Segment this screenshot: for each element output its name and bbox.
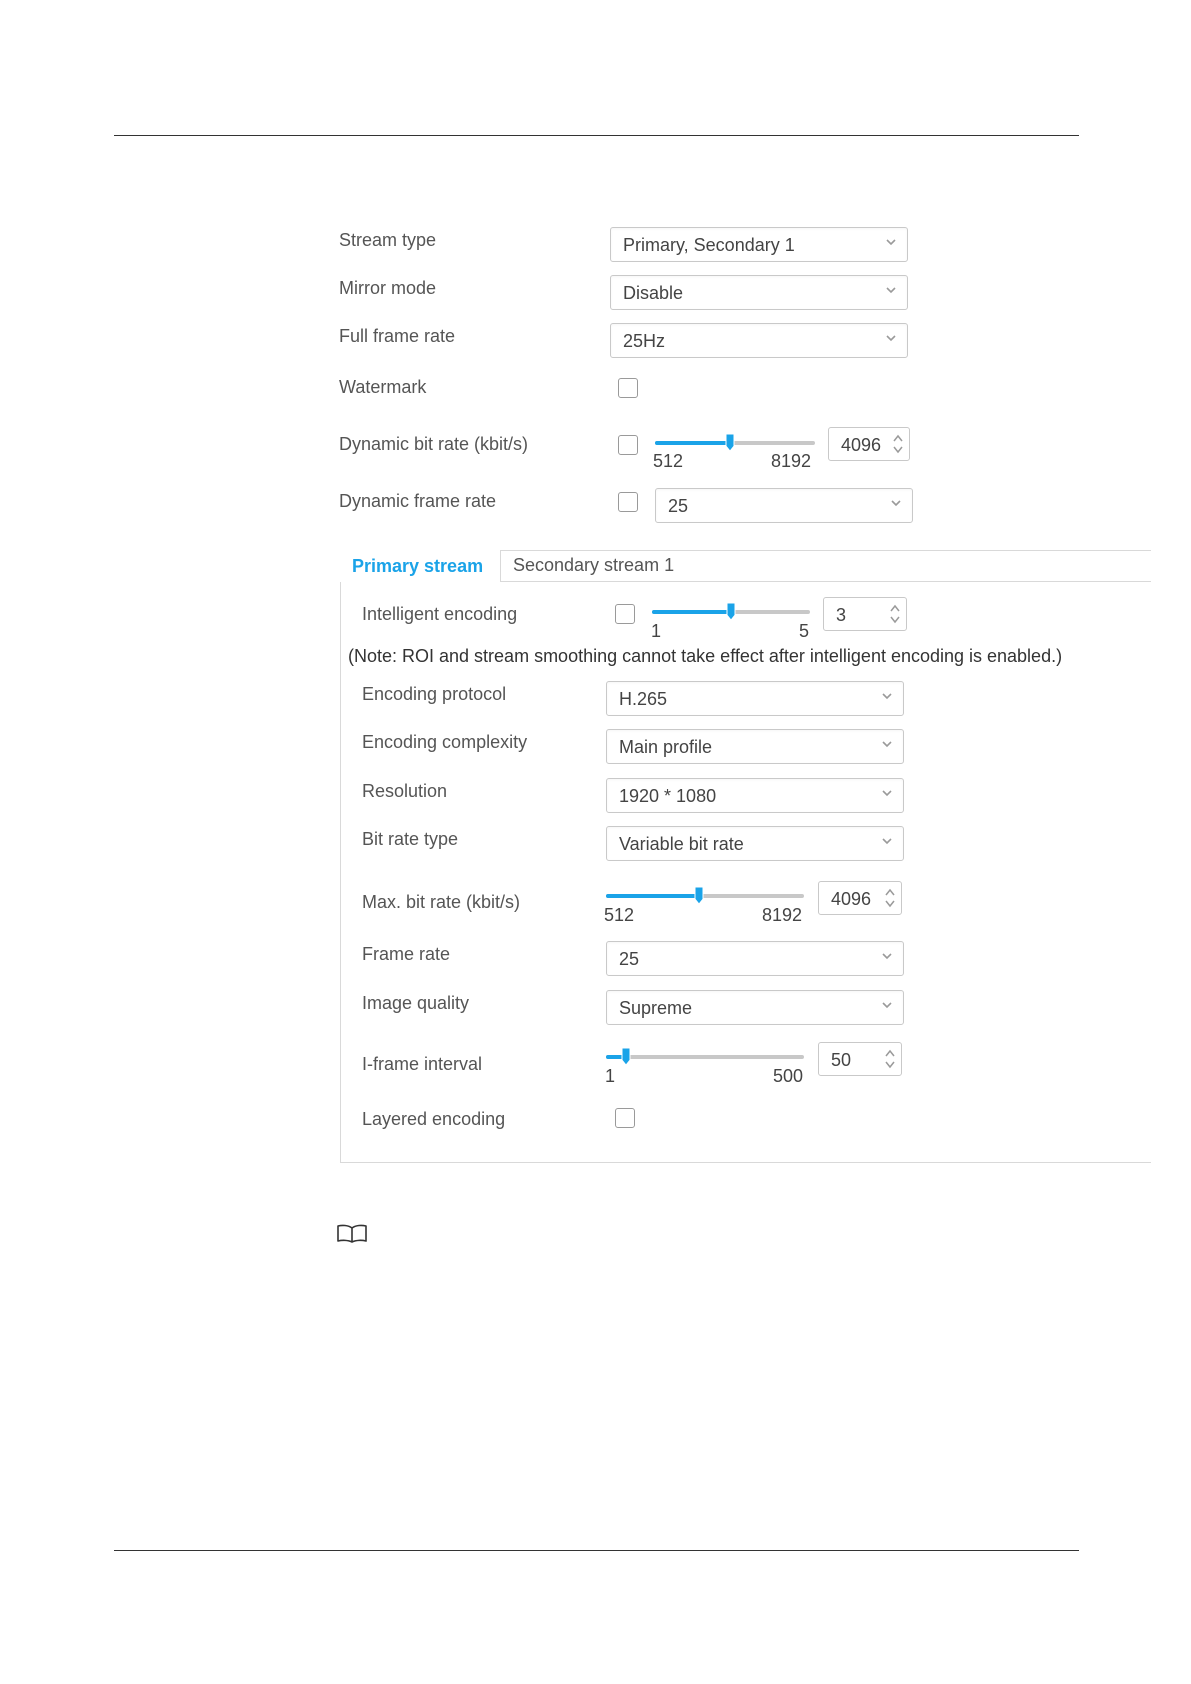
intelligent-encoding-min: 1 [651,621,662,641]
tab-secondary-stream-1-label: Secondary stream 1 [513,555,675,575]
intelligent-encoding-label: Intelligent encoding [362,604,518,624]
full-frame-rate-select[interactable] [610,323,908,358]
resolution-select[interactable] [606,778,904,813]
intelligent-encoding-checkbox[interactable] [615,604,635,624]
dynamic-bit-rate-spinner[interactable] [828,427,910,461]
i-frame-interval-spinner[interactable] [818,1042,902,1076]
chevron-down-icon [881,999,893,1011]
full-frame-rate-label: Full frame rate [339,326,456,346]
slider-thumb[interactable] [726,602,736,621]
bit-rate-type-label: Bit rate type [362,829,459,849]
stream-type-select[interactable] [610,227,908,262]
open-book-icon [336,1224,368,1244]
max-bit-rate-spinner[interactable] [818,881,902,915]
encoding-complexity-label: Encoding complexity [362,732,528,752]
full-frame-rate-value: 25Hz [623,331,666,351]
image-quality-label: Image quality [362,993,470,1013]
encoding-protocol-value: H.265 [619,689,668,709]
frame-rate-value: 25 [619,949,640,969]
header-rule [114,135,1079,136]
footer-rule [114,1550,1079,1551]
mirror-mode-value: Disable [623,283,684,303]
i-frame-interval-max: 500 [773,1066,804,1086]
dynamic-bit-rate-checkbox[interactable] [618,435,638,455]
encoding-complexity-value: Main profile [619,737,713,757]
slider-thumb[interactable] [725,433,735,452]
stream-type-value: Primary, Secondary 1 [623,235,795,255]
mirror-mode-select[interactable] [610,275,908,310]
chevron-down-icon [885,332,897,344]
frame-rate-select[interactable] [606,941,904,976]
chevron-down-icon [885,284,897,296]
max-bit-rate-value: 4096 [831,889,872,909]
slider-thumb[interactable] [694,886,704,905]
chevron-down-icon [881,787,893,799]
chevron-down-icon [881,835,893,847]
spinner-arrows-icon[interactable] [884,1048,896,1070]
tab-primary-stream-label: Primary stream [352,556,484,576]
chevron-down-icon [881,738,893,750]
dynamic-bit-rate-min: 512 [653,451,684,471]
resolution-label: Resolution [362,781,448,801]
watermark-label: Watermark [339,377,427,397]
max-bit-rate-label: Max. bit rate (kbit/s) [362,892,521,912]
spinner-arrows-icon[interactable] [884,887,896,909]
dynamic-bit-rate-max: 8192 [771,451,812,471]
intelligent-encoding-slider[interactable] [652,599,810,629]
dynamic-frame-rate-select[interactable] [655,488,913,523]
layered-encoding-checkbox[interactable] [615,1108,635,1128]
chevron-down-icon [885,236,897,248]
layered-encoding-label: Layered encoding [362,1109,506,1129]
chevron-down-icon [881,690,893,702]
bit-rate-type-select[interactable] [606,826,904,861]
chevron-down-icon [881,950,893,962]
encoding-complexity-select[interactable] [606,729,904,764]
intelligent-encoding-spinner[interactable] [823,597,907,631]
dynamic-frame-rate-label: Dynamic frame rate [339,491,497,511]
slider-thumb[interactable] [621,1047,631,1066]
spinner-arrows-icon[interactable] [892,433,904,455]
intelligent-encoding-max: 5 [799,621,810,641]
intelligent-encoding-value: 3 [836,605,847,625]
watermark-checkbox[interactable] [618,378,638,398]
stream-type-label: Stream type [339,230,437,250]
image-quality-value: Supreme [619,998,693,1018]
max-bit-rate-min: 512 [604,905,635,925]
image-quality-select[interactable] [606,990,904,1025]
max-bit-rate-max: 8192 [762,905,803,925]
dynamic-bit-rate-value: 4096 [841,435,882,455]
dynamic-frame-rate-checkbox[interactable] [618,492,638,512]
resolution-value: 1920 * 1080 [619,786,717,806]
mirror-mode-label: Mirror mode [339,278,437,298]
dynamic-bit-rate-label: Dynamic bit rate (kbit/s) [339,434,529,454]
chevron-down-icon [890,497,902,509]
tab-secondary-stream-1[interactable] [501,550,701,581]
i-frame-interval-label: I-frame interval [362,1054,483,1074]
spinner-arrows-icon[interactable] [889,603,901,625]
tab-primary-stream[interactable] [340,550,501,582]
dynamic-frame-rate-value: 25 [668,496,689,516]
frame-rate-label: Frame rate [362,944,451,964]
i-frame-interval-value: 50 [831,1050,852,1070]
bit-rate-type-value: Variable bit rate [619,834,744,854]
i-frame-interval-min: 1 [605,1066,616,1086]
encoding-protocol-select[interactable] [606,681,904,716]
encoding-protocol-label: Encoding protocol [362,684,507,704]
intelligent-encoding-note: (Note: ROI and stream smoothing cannot take effect after intelligent encoding is enabled.) [348,646,1063,666]
